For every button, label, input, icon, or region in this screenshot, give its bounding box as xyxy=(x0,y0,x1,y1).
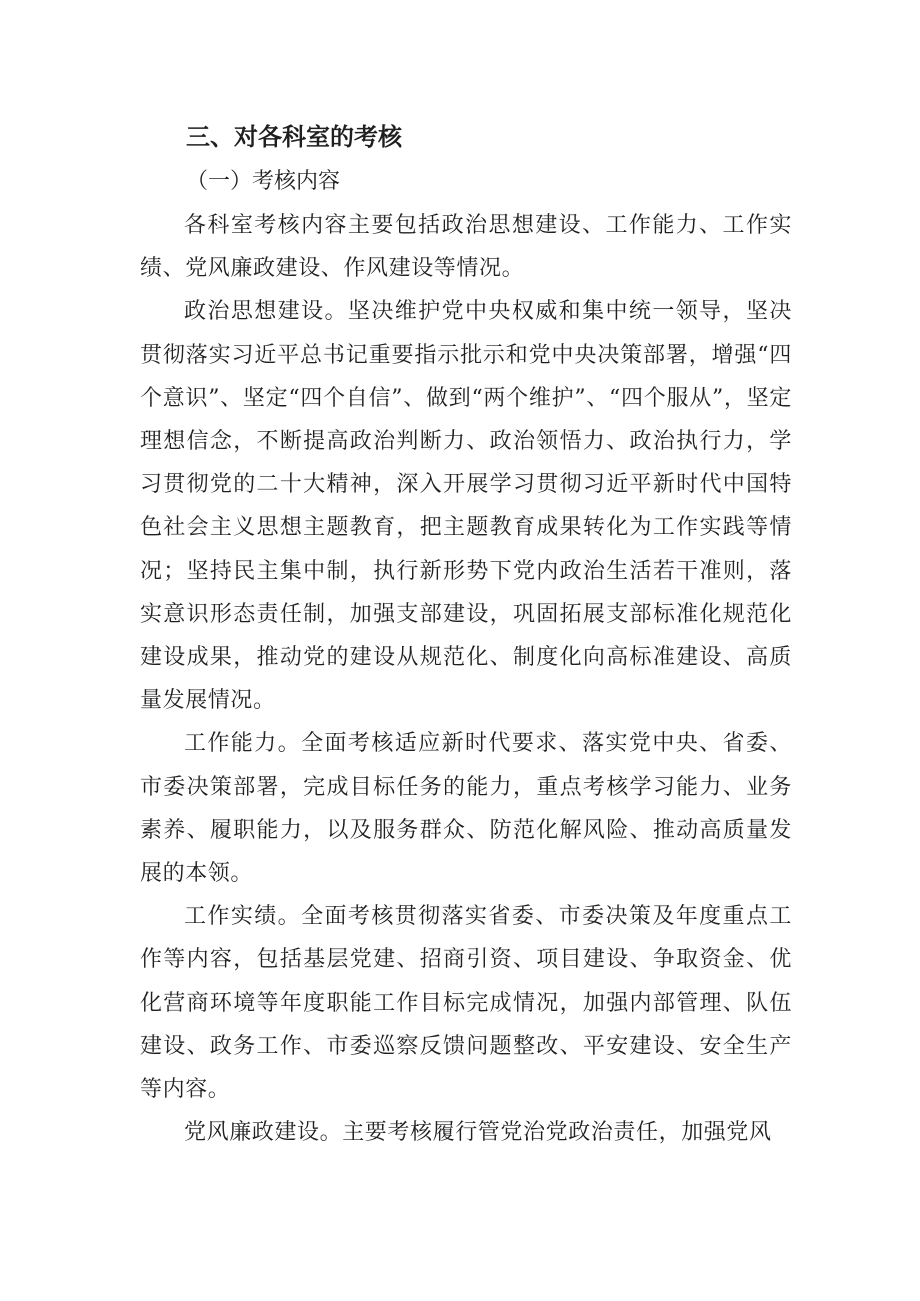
paragraph-assessment-scope: 各科室考核内容主要包括政治思想建设、工作能力、工作实绩、党风廉政建设、作风建设等情况。 xyxy=(140,213,792,282)
section-title: 三、对各科室的考核 xyxy=(186,123,402,151)
paragraph-party-integrity: 党风廉政建设。主要考核履行管党治党政治责任，加强党风 xyxy=(184,1120,772,1146)
paragraph-work-performance: 工作实绩。全面考核贯彻落实省委、市委决策及年度重点工作等内容，包括基层党建、招商引资、项目建设、争取资金、优化营商环境等年度职能工作目标完成情况，加强内部管理、队伍建设、政务工作、市委巡察反馈问题整改、平安建设、安全生产等内容。 xyxy=(140,904,792,1103)
document-body xyxy=(140,204,792,1154)
subsection-title: （一）考核内容 xyxy=(186,169,341,194)
paragraph-political-ideology: 政治思想建设。坚决维护党中央权威和集中统一领导，坚决贯彻落实习近平总书记重要指示批示和党中央决策部署，增强“四个意识”、坚定“四个自信”、做到“两个维护”、“四个服从”，坚定理想信念，不断提高政治判断力、政治领悟力、政治执行力，学习贯彻党的二十大精神，深入开展学习贯彻习近平新时代中国特色社会主义思想主题教育，把主题教育成果转化为工作实践等情况；坚持民主集中制，执行新形势下党内政治生活若干准则，落实意识形态责任制，加强支部建设，巩固拓展支部标准化规范化建设成果，推动党的建设从规范化、制度化向高标准建设、高质量发展情况。 xyxy=(140,299,792,714)
paragraph-work-ability: 工作能力。全面考核适应新时代要求、落实党中央、省委、市委决策部署，完成目标任务的能力，重点考核学习能力、业务素养、履职能力，以及服务群众、防范化解风险、推动高质量发展的本领。 xyxy=(140,731,792,887)
